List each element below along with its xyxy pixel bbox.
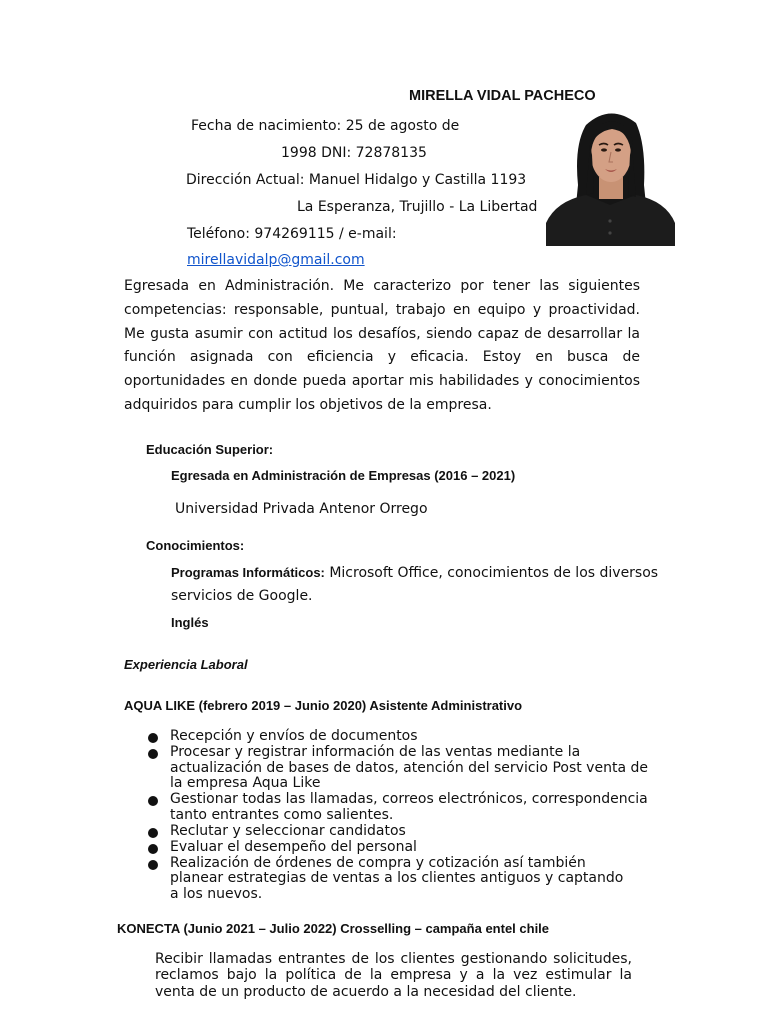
software-knowledge (171, 564, 658, 582)
job-title-aqua-like: AQUA LIKE (febrero 2019 – Junio 2020) Asistente Administrativo (124, 698, 523, 713)
profile-line-2: competencias: responsable, puntual, trabajo en equipo y proactividad. (124, 302, 640, 318)
bullet-icon (148, 733, 158, 743)
bullet-icon (148, 844, 158, 854)
experience-heading: Experiencia Laboral (124, 657, 248, 672)
birth-date-line-2: 1998 DNI: 72878135 (281, 145, 427, 161)
bullet-icon (148, 749, 158, 759)
list-item (146, 840, 666, 856)
profile-line-4: función asignada con eficiencia y eficacia. Estoy en busca de (124, 349, 640, 365)
task-text: Gestionar todas las llamadas, correos electrónicos, correspondencia tanto entrantes como salientes. (170, 791, 648, 823)
list-item (146, 792, 666, 823)
konecta-description: Recibir llamadas entrantes de los clientes gestionando solicitudes, reclamos bajo la política de la empresa y a la vez estimular la venta de un producto de acuerdo a la necesidad del cliente. (155, 951, 632, 1000)
portrait-image (546, 105, 675, 246)
profile-line-1: Egresada en Administración. Me caracterizo por tener las siguientes (124, 278, 640, 294)
profile-line-5: oportunidades en donde pueda aportar mis habilidades y conocimientos (124, 373, 640, 389)
list-item (146, 745, 666, 792)
software-text: Microsoft Office, conocimientos de los diversos (324, 565, 659, 581)
profile-line-6: adquiridos para cumplir los objetivos de la empresa. (124, 397, 492, 413)
language-knowledge: Inglés (171, 615, 209, 630)
list-item (146, 824, 666, 840)
job-title-konecta: KONECTA (Junio 2021 – Julio 2022) Crosselling – campaña entel chile (117, 921, 550, 936)
task-text: Evaluar el desempeño del personal (170, 838, 417, 855)
profile-photo (546, 105, 675, 246)
aqua-like-task-list (146, 729, 666, 903)
task-text: Realización de órdenes de compra y cotización así también planear estrategias de ventas a los clientes antiguos y captando a los nuevos. (170, 854, 624, 902)
education-degree: Egresada en Administración de Empresas (2016 – 2021) (171, 468, 516, 483)
list-item (146, 856, 666, 903)
software-text-line-2: servicios de Google. (171, 588, 313, 604)
candidate-name: MIRELLA VIDAL PACHECO (409, 88, 596, 104)
task-text: Reclutar y seleccionar candidatos (170, 822, 406, 839)
phone-line: Teléfono: 974269115 / e-mail: (187, 226, 397, 242)
education-heading: Educación Superior: (146, 442, 274, 457)
knowledge-heading: Conocimientos: (146, 538, 245, 553)
task-text: Procesar y registrar información de las ventas mediante la actualización de bases de datos, atención del servicio Post venta de la empresa Aqua Like (170, 744, 648, 792)
birth-date-line-1: Fecha de nacimiento: 25 de agosto de (191, 118, 460, 134)
email-link[interactable]: mirellavidalp@gmail.com (187, 252, 365, 268)
address-line-2: La Esperanza, Trujillo - La Libertad (297, 199, 538, 215)
bullet-icon (148, 828, 158, 838)
bullet-icon (148, 796, 158, 806)
list-item (146, 729, 666, 745)
software-label: Programas Informáticos: (171, 565, 325, 580)
profile-line-3: Me gusta asumir con actitud los desafíos, siendo capaz de desarrollar la (124, 326, 640, 342)
bullet-icon (148, 860, 158, 870)
task-text: Recepción y envíos de documentos (170, 728, 418, 744)
education-university: Universidad Privada Antenor Orrego (175, 501, 428, 517)
address-line-1: Dirección Actual: Manuel Hidalgo y Castilla 1193 (186, 172, 527, 188)
